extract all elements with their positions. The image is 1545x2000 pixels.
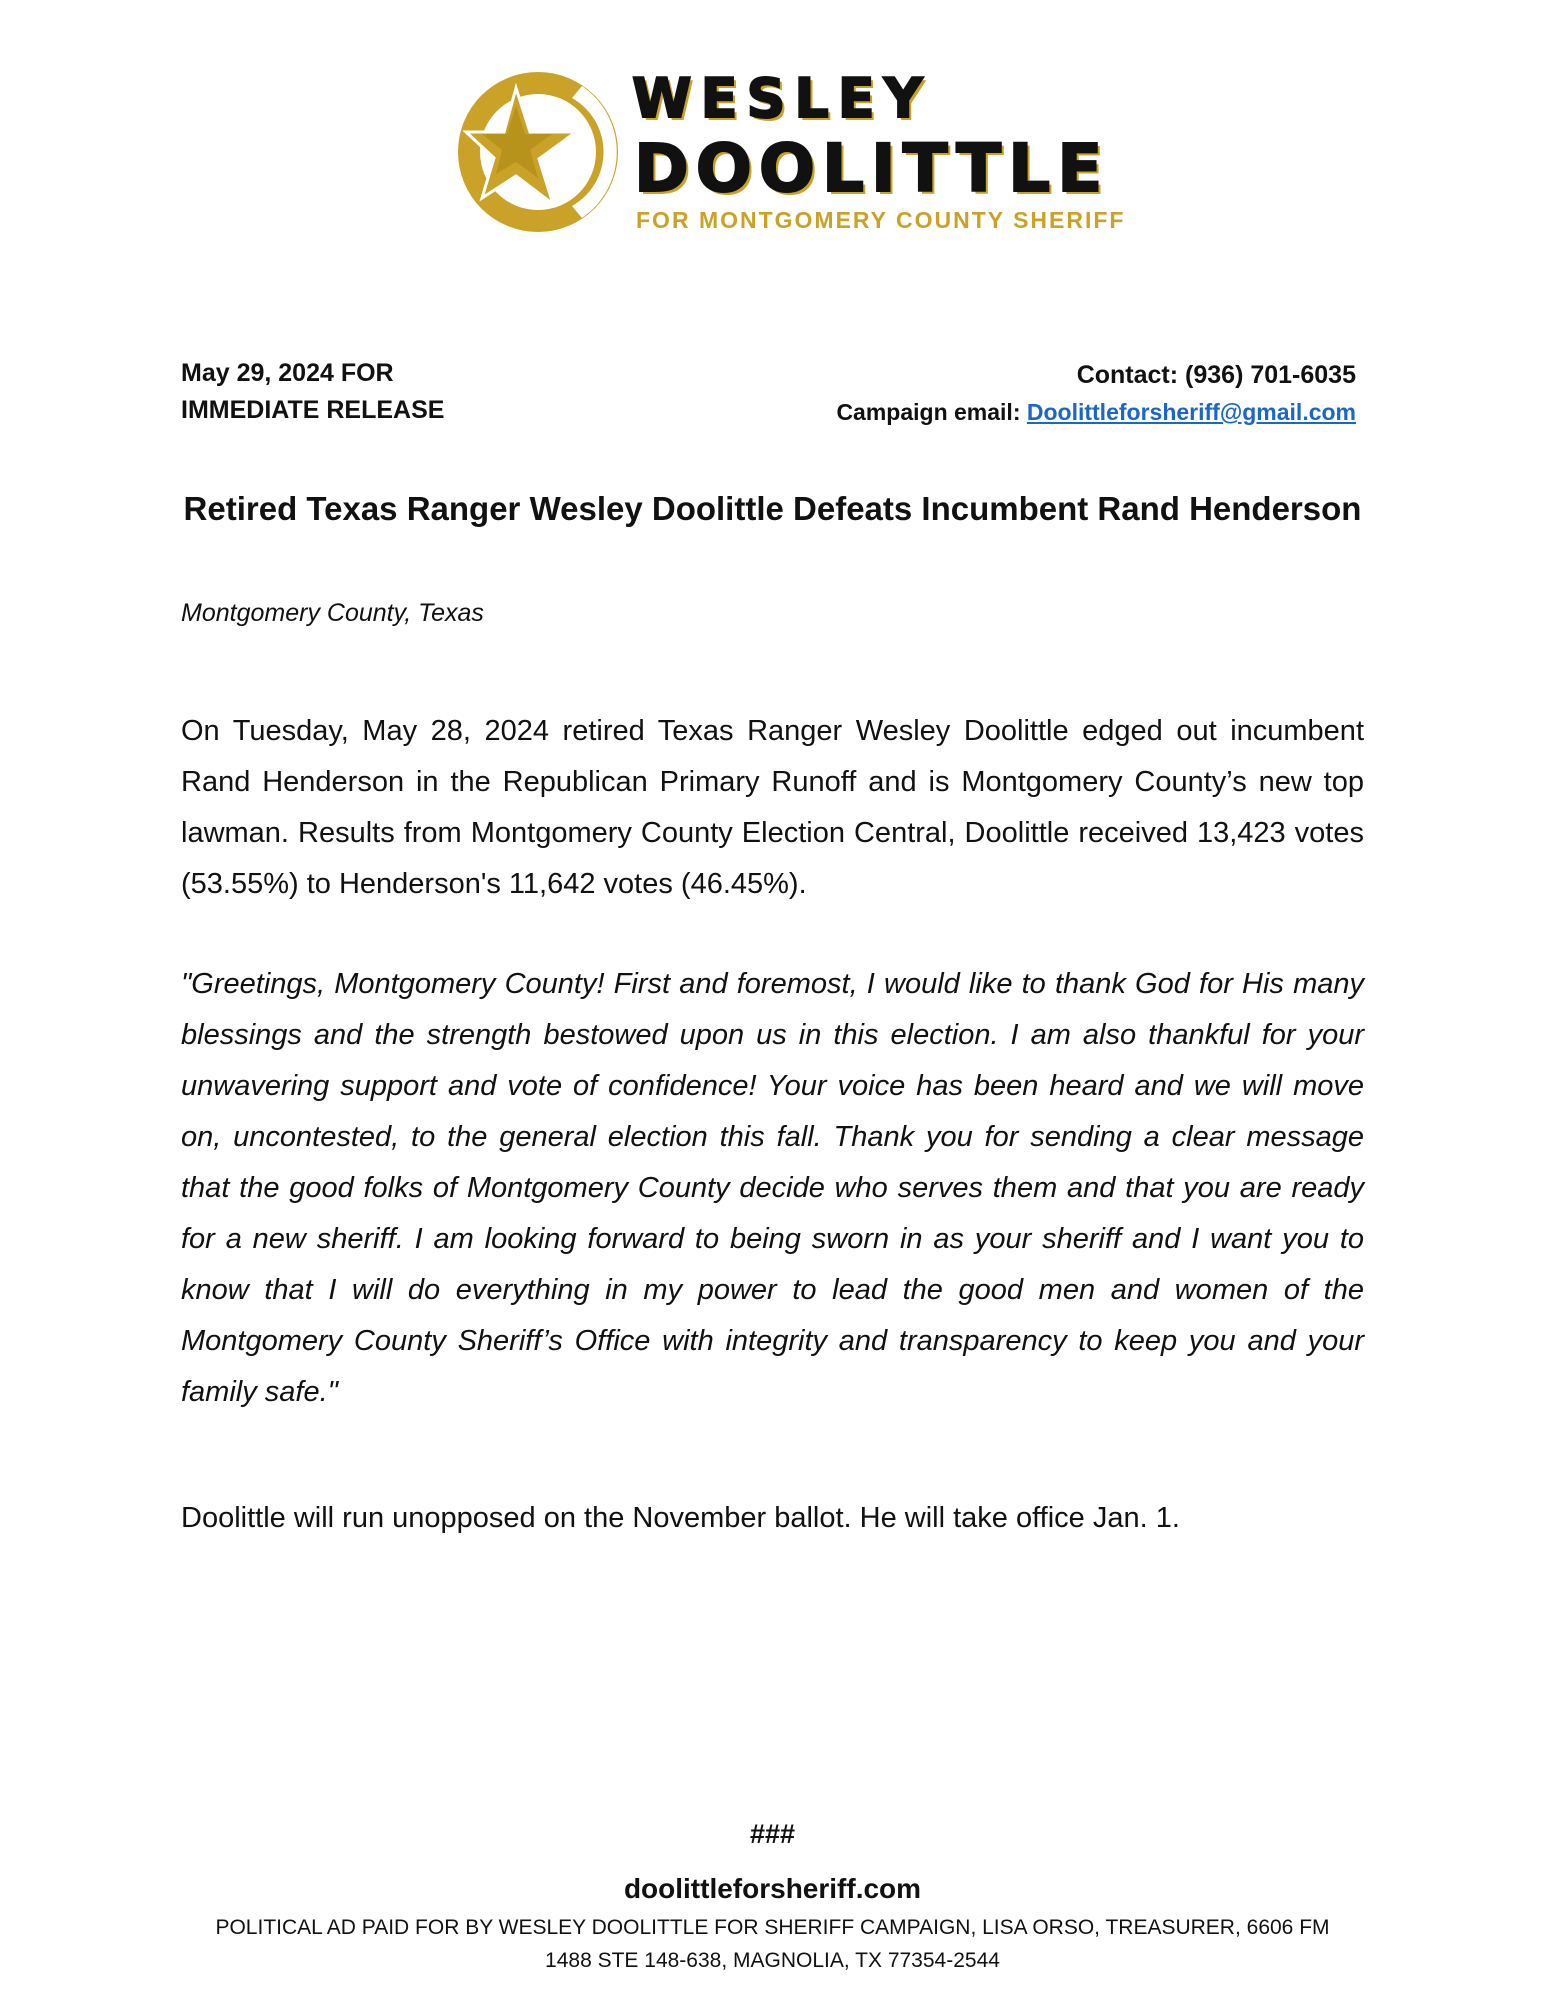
body-paragraph-results: On Tuesday, May 28, 2024 retired Texas Ranger Wesley Doolittle edged out incumbent Rand Henderson in the Republican Primary Runoff and is Montgomery County’s new top lawman. Results from Montgomery County Election Central, Doolittle received 13,423 votes (53.55%) to Henderson's 11,642 votes (46.45%). bbox=[181, 715, 1364, 900]
contact-block bbox=[836, 357, 1356, 431]
logo-tagline: FOR MONTGOMERY COUNTY SHERIFF bbox=[636, 207, 1126, 233]
body-paragraph-quote: "Greetings, Montgomery County! First and foremost, I would like to thank God for His many blessings and the strength bestowed upon us in this election. I am also thankful for your unwavering support and vote of confidence! Your voice has been heard and we will move on, uncontested, to the general election this fall. Thank you for sending a clear message that the good folks of Montgomery County decide who serves them and that you are ready for a new sheriff. I am looking forward to being sworn in as your sheriff and I want you to know that I will do everything in my power to lead the good men and women of the Montgomery County Sheriff’s Office with integrity and transparency to keep you and your family safe." bbox=[181, 968, 1364, 1408]
release-date-block bbox=[181, 355, 501, 429]
body-paragraph-closing: Doolittle will run unopposed on the November ballot. He will take office Jan. 1. bbox=[181, 1502, 1180, 1534]
logo-last-name: DOOLITTLE bbox=[634, 130, 1110, 207]
campaign-email-link[interactable]: Doolittleforsheriff@gmail.com bbox=[1026, 399, 1356, 425]
contact-phone: Contact: (936) 701-6035 bbox=[1076, 361, 1356, 389]
release-type-line: IMMEDIATE RELEASE bbox=[181, 396, 445, 424]
campaign-logo bbox=[452, 66, 1126, 242]
contact-email-line bbox=[836, 394, 1356, 431]
dateline-location: Montgomery County, Texas bbox=[181, 599, 484, 627]
sheriff-star-badge-icon bbox=[452, 66, 624, 238]
disclaimer-line-2: 1488 STE 148-638, MAGNOLIA, TX 77354-2544 bbox=[545, 1949, 1000, 1972]
email-label: Campaign email: bbox=[836, 399, 1021, 425]
campaign-website: doolittleforsheriff.com bbox=[623, 1873, 922, 1904]
logo-first-name: WESLEY bbox=[632, 67, 932, 130]
press-release-headline: Retired Texas Ranger Wesley Doolittle Defeats Incumbent Rand Henderson bbox=[183, 490, 1362, 527]
disclaimer-line-1: POLITICAL AD PAID FOR BY WESLEY DOOLITTLE FOR SHERIFF CAMPAIGN, LISA ORSO, TREASURER, 6606 FM bbox=[215, 1916, 1330, 1939]
release-date-line: May 29, 2024 FOR bbox=[181, 359, 394, 387]
end-separator: ### bbox=[749, 1819, 796, 1849]
political-ad-disclaimer bbox=[190, 1911, 1355, 1977]
